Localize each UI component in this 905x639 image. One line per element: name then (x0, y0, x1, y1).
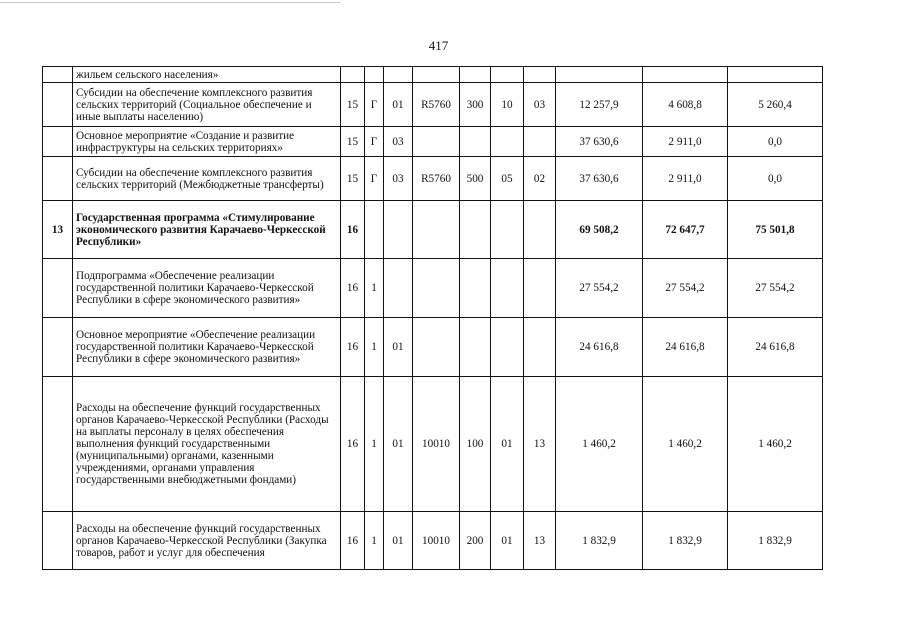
amount-year1-cell: 24 616,8 (556, 318, 643, 377)
row-number-cell (43, 259, 73, 318)
row-name-cell: Субсидии на обеспечение комплексного развития сельских территорий (Межбюджетные трансферты) (73, 157, 341, 201)
expense-direction-cell: 10010 (413, 377, 460, 512)
expense-type-cell (460, 127, 491, 157)
expense-direction-cell: R5760 (413, 157, 460, 201)
program-code-cell: 16 (341, 259, 365, 318)
subsection-cell (524, 318, 556, 377)
amount-year3-cell: 0,0 (728, 127, 823, 157)
amount-year2-cell: 27 554,2 (643, 259, 728, 318)
row-name-cell: Основное мероприятие «Обеспечение реализации государственной политики Карачаево-Черкесской Республики в сфере экономического развития» (73, 318, 341, 377)
section-cell: 05 (491, 157, 524, 201)
row-name-cell: Подпрограмма «Обеспечение реализации государственной политики Карачаево-Черкесской Республики в сфере экономического развития» (73, 259, 341, 318)
measure-code-cell: 01 (384, 83, 413, 127)
section-cell (491, 127, 524, 157)
amount-year1-cell (556, 67, 643, 83)
amount-year1-cell: 1 832,9 (556, 512, 643, 570)
amount-year2-cell: 1 460,2 (643, 377, 728, 512)
expense-type-cell: 500 (460, 157, 491, 201)
measure-code-cell (384, 201, 413, 259)
row-name-cell: Основное мероприятие «Создание и развитие инфраструктуры на сельских территориях» (73, 127, 341, 157)
expense-direction-cell (413, 259, 460, 318)
amount-year3-cell: 5 260,4 (728, 83, 823, 127)
row-number-cell (43, 512, 73, 570)
row-name-cell: жильем сельского населения» (73, 67, 341, 83)
subprogram-code-cell: 1 (365, 259, 384, 318)
amount-year1-cell: 37 630,6 (556, 157, 643, 201)
measure-code-cell: 01 (384, 318, 413, 377)
section-cell (491, 67, 524, 83)
table-row (43, 201, 823, 259)
section-cell: 01 (491, 377, 524, 512)
amount-year3-cell: 1 460,2 (728, 377, 823, 512)
page-number: 417 (428, 38, 449, 53)
row-name-cell: Государственная программа «Стимулирование экономического развития Карачаево-Черкесской Республики» (73, 201, 341, 259)
amount-year3-cell: 0,0 (728, 157, 823, 201)
amount-year2-cell: 2 911,0 (643, 127, 728, 157)
measure-code-cell: 03 (384, 127, 413, 157)
table-row (43, 67, 823, 83)
section-cell: 01 (491, 512, 524, 570)
subsection-cell: 13 (524, 512, 556, 570)
table-row (43, 127, 823, 157)
amount-year2-cell (643, 67, 728, 83)
subprogram-code-cell (365, 67, 384, 83)
table-row (43, 377, 823, 512)
row-number-cell (43, 83, 73, 127)
amount-year3-cell: 27 554,2 (728, 259, 823, 318)
row-name-cell: Расходы на обеспечение функций государственных органов Карачаево-Черкесской Республики (Закупка товаров, работ и услуг для обеспечения (73, 512, 341, 570)
expense-type-cell (460, 67, 491, 83)
amount-year3-cell: 24 616,8 (728, 318, 823, 377)
program-code-cell: 16 (341, 512, 365, 570)
table-row (43, 318, 823, 377)
subsection-cell (524, 259, 556, 318)
row-name-cell: Субсидии на обеспечение комплексного развития сельских территорий (Социальное обеспечение и иные выплаты населению) (73, 83, 341, 127)
measure-code-cell: 01 (384, 377, 413, 512)
row-number-cell (43, 127, 73, 157)
expense-type-cell (460, 259, 491, 318)
subprogram-code-cell: 1 (365, 512, 384, 570)
amount-year3-cell (728, 67, 823, 83)
amount-year2-cell: 24 616,8 (643, 318, 728, 377)
measure-code-cell: 03 (384, 157, 413, 201)
row-name-cell: Расходы на обеспечение функций государственных органов Карачаево-Черкесской Республики (Расходы на выплаты персоналу в целях обеспечения выполнения функций государственными (муниципальными) органами, казенными учреждениями, органами управления государственными внебюджетными фондами) (73, 377, 341, 512)
row-number-cell (43, 157, 73, 201)
amount-year2-cell: 2 911,0 (643, 157, 728, 201)
expense-direction-cell (413, 67, 460, 83)
measure-code-cell (384, 67, 413, 83)
row-number-cell (43, 377, 73, 512)
program-code-cell: 15 (341, 127, 365, 157)
amount-year1-cell: 1 460,2 (556, 377, 643, 512)
program-code-cell: 15 (341, 157, 365, 201)
budget-table (42, 66, 823, 570)
table-row (43, 157, 823, 201)
expense-direction-cell (413, 318, 460, 377)
amount-year3-cell: 1 832,9 (728, 512, 823, 570)
subsection-cell (524, 127, 556, 157)
expense-type-cell: 200 (460, 512, 491, 570)
expense-type-cell (460, 318, 491, 377)
subsection-cell: 13 (524, 377, 556, 512)
expense-direction-cell (413, 127, 460, 157)
program-code-cell: 16 (341, 318, 365, 377)
row-number-cell: 13 (43, 201, 73, 259)
expense-type-cell (460, 201, 491, 259)
program-code-cell: 16 (341, 377, 365, 512)
subprogram-code-cell: Г (365, 127, 384, 157)
row-number-cell (43, 318, 73, 377)
expense-direction-cell (413, 201, 460, 259)
row-number-cell (43, 67, 73, 83)
measure-code-cell: 01 (384, 512, 413, 570)
amount-year1-cell: 12 257,9 (556, 83, 643, 127)
program-code-cell: 15 (341, 83, 365, 127)
amount-year1-cell: 37 630,6 (556, 127, 643, 157)
amount-year1-cell: 27 554,2 (556, 259, 643, 318)
table-row (43, 83, 823, 127)
subprogram-code-cell: 1 (365, 318, 384, 377)
table-row (43, 259, 823, 318)
amount-year1-cell: 69 508,2 (556, 201, 643, 259)
subsection-cell: 03 (524, 83, 556, 127)
scan-top-line (0, 2, 340, 3)
program-code-cell (341, 67, 365, 83)
section-cell: 10 (491, 83, 524, 127)
expense-direction-cell: 10010 (413, 512, 460, 570)
subsection-cell (524, 67, 556, 83)
subprogram-code-cell: Г (365, 83, 384, 127)
section-cell (491, 201, 524, 259)
amount-year2-cell: 72 647,7 (643, 201, 728, 259)
measure-code-cell (384, 259, 413, 318)
amount-year3-cell: 75 501,8 (728, 201, 823, 259)
subsection-cell: 02 (524, 157, 556, 201)
amount-year2-cell: 4 608,8 (643, 83, 728, 127)
subprogram-code-cell (365, 201, 384, 259)
subsection-cell (524, 201, 556, 259)
section-cell (491, 259, 524, 318)
expense-type-cell: 100 (460, 377, 491, 512)
expense-direction-cell: R5760 (413, 83, 460, 127)
program-code-cell: 16 (341, 201, 365, 259)
amount-year2-cell: 1 832,9 (643, 512, 728, 570)
subprogram-code-cell: Г (365, 157, 384, 201)
subprogram-code-cell: 1 (365, 377, 384, 512)
expense-type-cell: 300 (460, 83, 491, 127)
table-row (43, 512, 823, 570)
section-cell (491, 318, 524, 377)
